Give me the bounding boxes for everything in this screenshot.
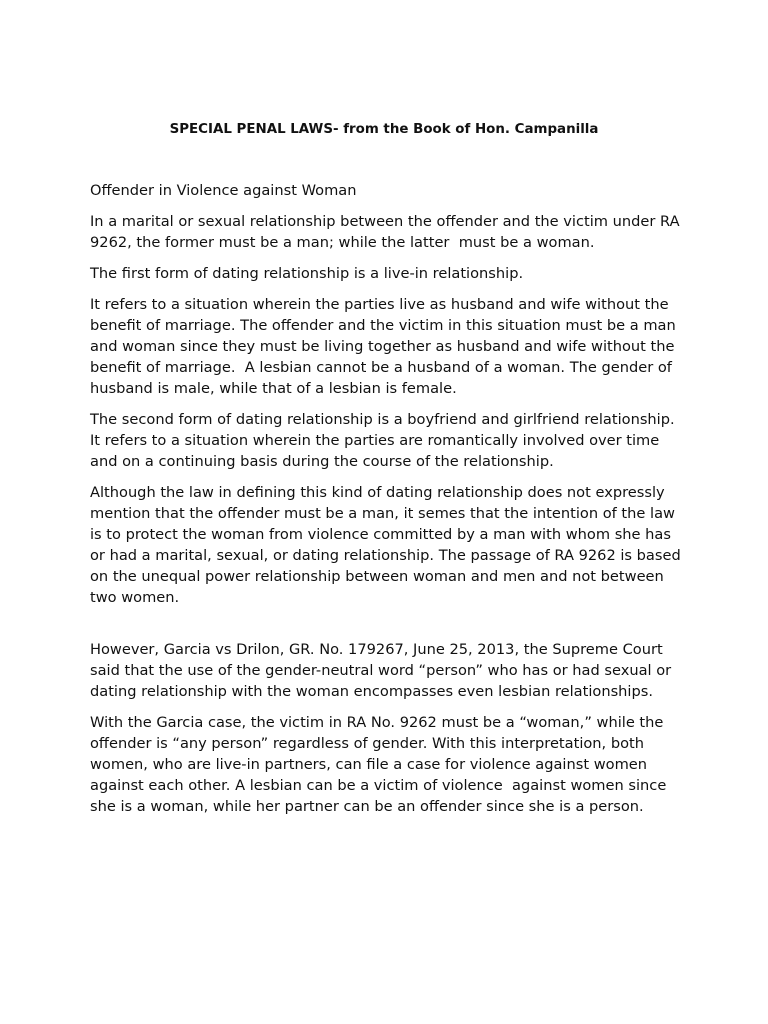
paragraph-4: The second form of dating relationship is a boyfriend and girlfriend relationship. It refers to a situation wherein the parties are romantically involved over time and on a continuing basis during the course of the relationship. (90, 411, 680, 470)
paragraph-6: However, Garcia vs Drilon, GR. No. 179267, June 25, 2013, the Supreme Court said that the use of the gender-neutral word “person” who has or had sexual or dating relationship with the woman encompasses even lesbian relationships. (90, 641, 676, 700)
paragraph-5: Although the law in defining this kind of dating relationship does not expressly mention that the offender must be a man, it semes that the intention of the law is to protect the woman from violence committed by a man with whom she has or had a marital, sexual, or dating relationship. The passage of RA 9262 is based on the unequal power relationship between woman and men and not between two women. (90, 484, 686, 606)
paragraph-2: The first form of dating relationship is a live-in relationship. (90, 265, 524, 282)
paragraph-7: With the Garcia case, the victim in RA No. 9262 must be a “woman,” while the offender is “any person” regardless of gender. With this interpretation, both women, who are live-in partners, can file a case for violence against women against each other. A lesbian can be a victim of violence against women since she is a woman, while her partner can be an offender since she is a person. (90, 714, 671, 815)
paragraph-3: It refers to a situation wherein the parties live as husband and wife without the benefit of marriage. The offender and the victim in this situation must be a man and woman since they must be living together as husband and wife without the benefit of marriage. A lesbian cannot be a husband of a woman. The gender of husband is male, while that of a lesbian is female. (90, 296, 681, 397)
paragraph-1: In a marital or sexual relationship between the offender and the victim under RA 9262, the former must be a man; while the latter must be a woman. (90, 213, 685, 251)
section-heading: Offender in Violence against Woman (90, 182, 357, 199)
document-body (90, 180, 686, 827)
document-title: SPECIAL PENAL LAWS- from the Book of Hon. Campanilla (169, 122, 599, 137)
